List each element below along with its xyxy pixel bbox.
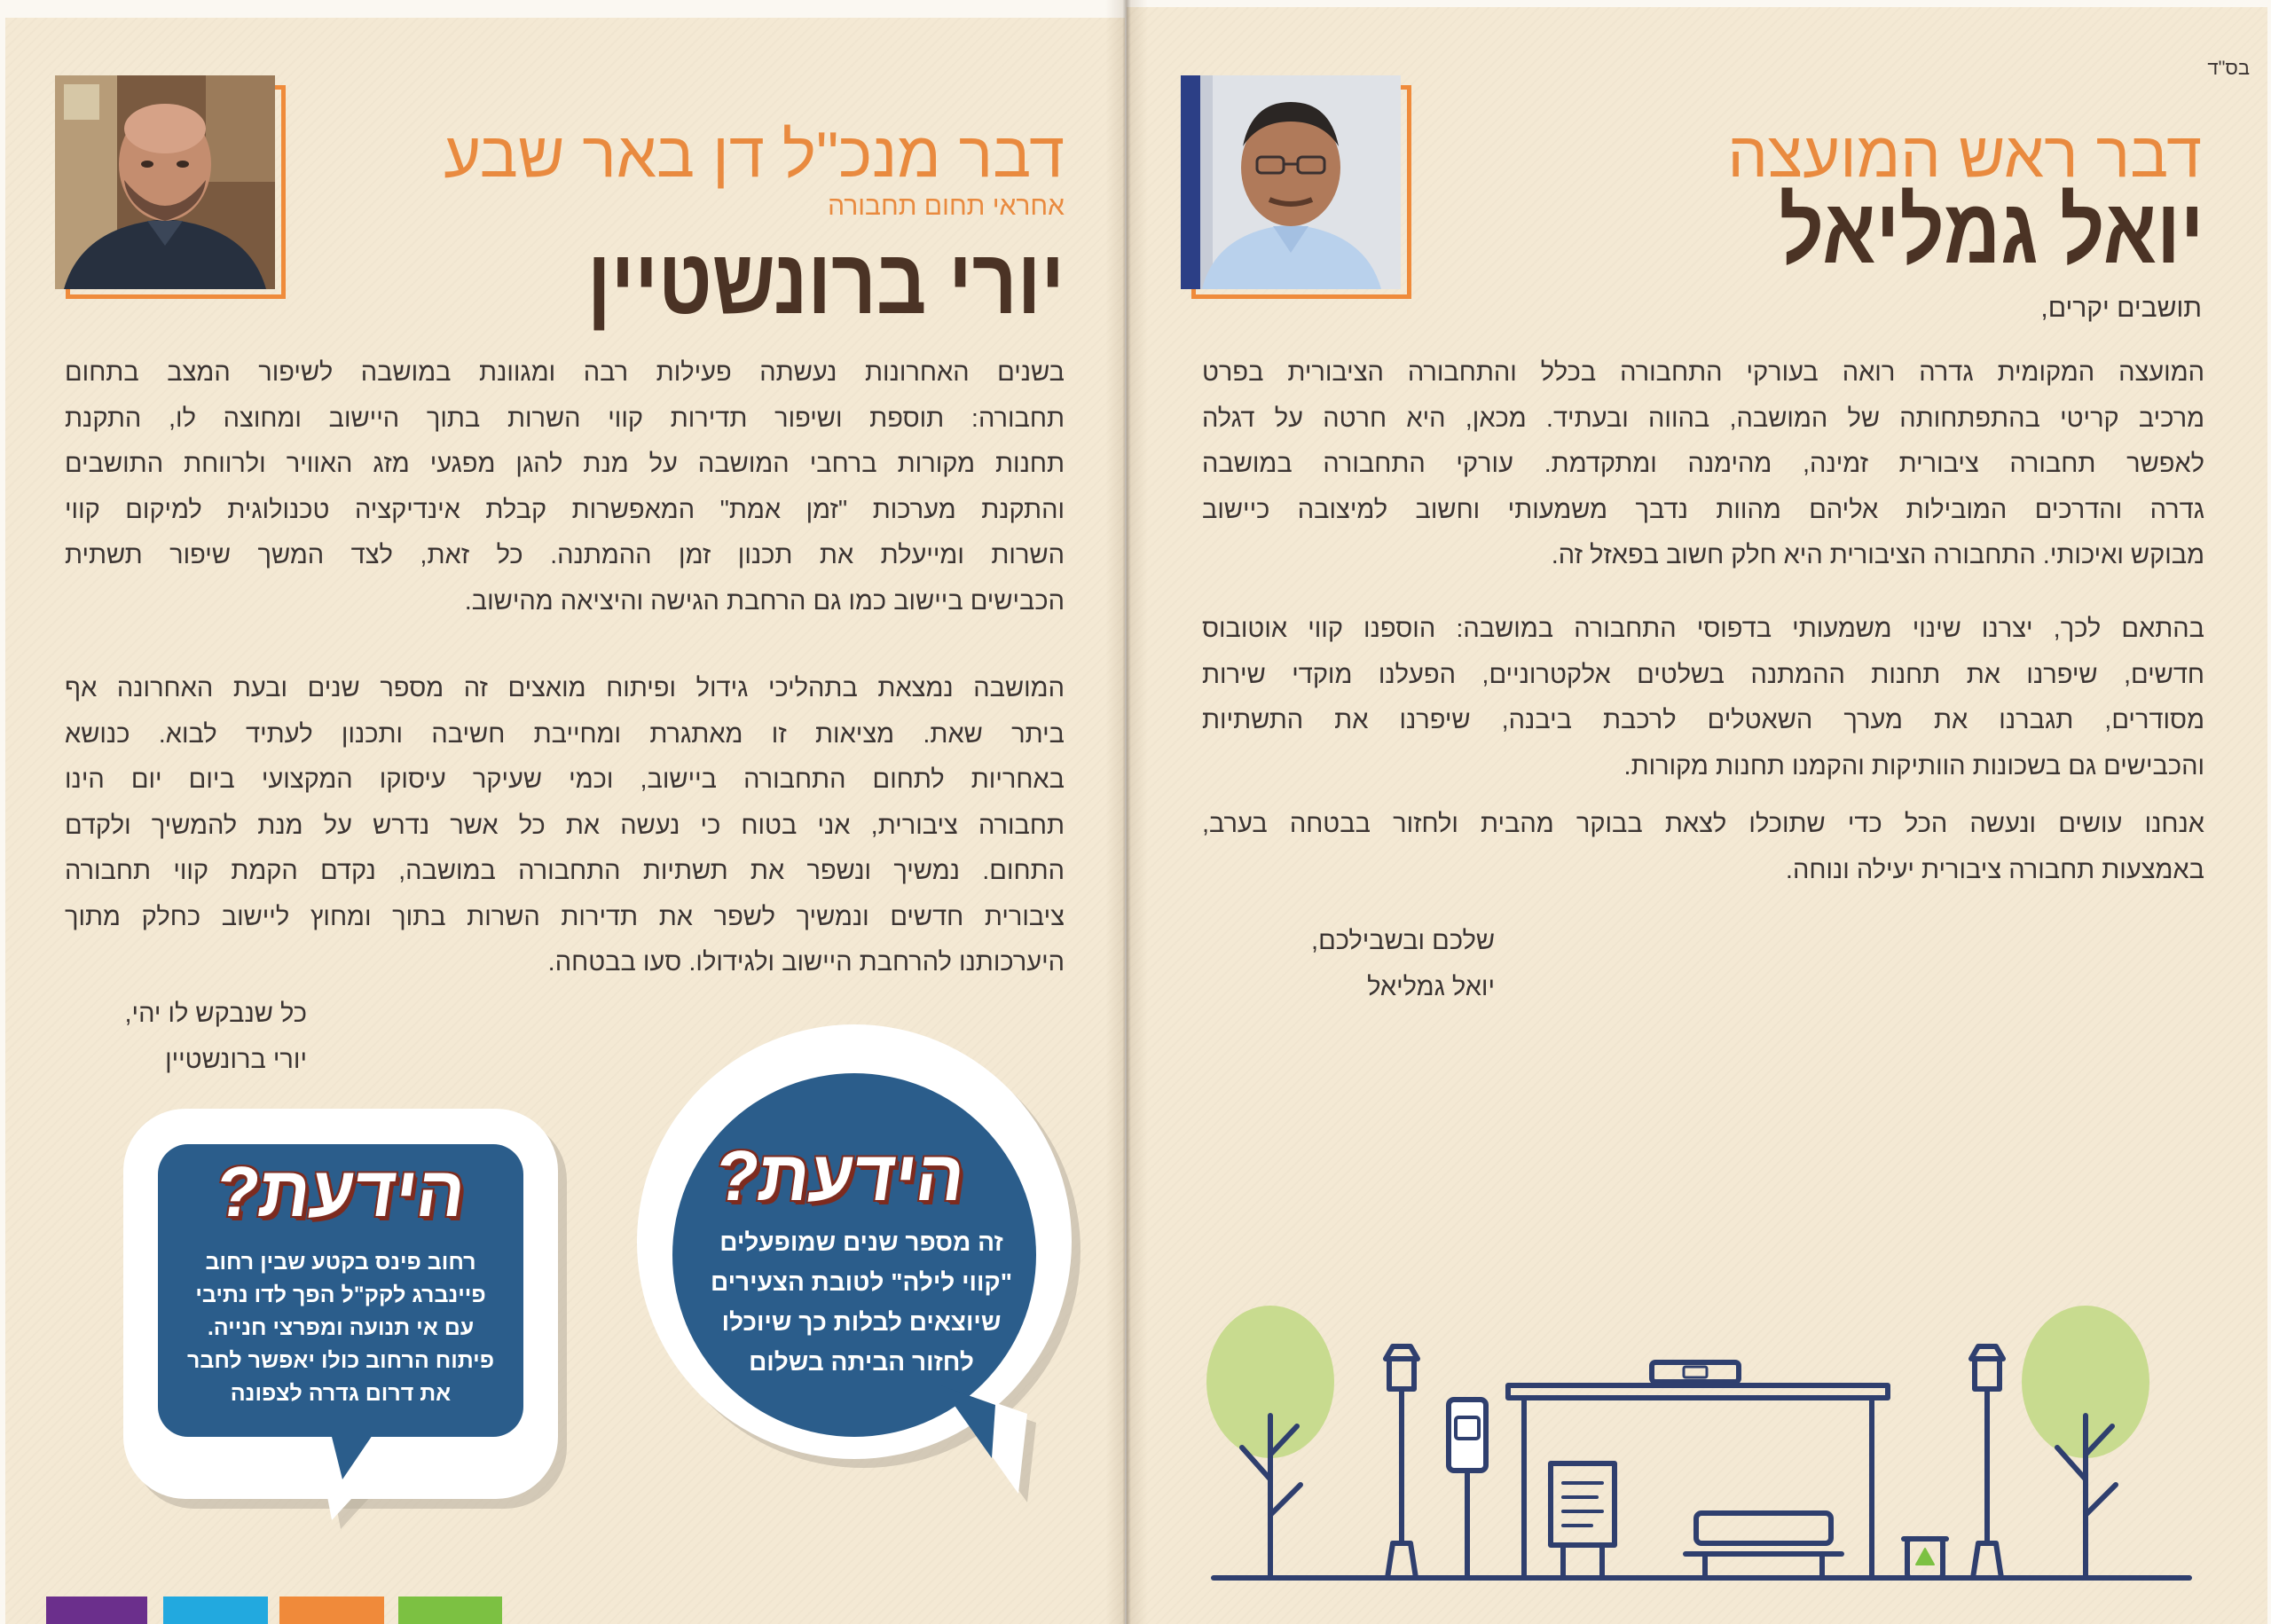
color-bar-purple <box>46 1597 147 1624</box>
text-line: בשנים האחרונות נעשתה פעילות רבה ומגוונת במושבה לשיפור המצב בתחום <box>65 358 1065 387</box>
bubble-line: פיינברג לקק"ל הפך לדו נתיבי <box>195 1283 486 1307</box>
signoff-line: שלכם ובשבילכם, <box>1311 927 1495 955</box>
bubble-line: "קווי לילה" לטובת הצעירים <box>710 1268 1013 1296</box>
signoff-line: כל שנבקש לו יהי, <box>124 1000 307 1028</box>
color-bar-cyan <box>163 1597 268 1624</box>
text-line: מסודרים, תגברנו את מערך השאטלים לרכבת ביבנה, שיפרנו את התשתיות <box>1202 706 2204 734</box>
left-signoff <box>125 991 308 1083</box>
left-paragraph-1 <box>65 350 1065 624</box>
tree-icon <box>2022 1306 2149 1578</box>
text-line: בהתאם לכך, יצרנו שינוי משמעותי בדפוסי התחבורה במושבה: הוספנו קווי אוטובוס <box>1202 615 2204 643</box>
bubble-line: לחזור הביתה בשלום <box>749 1348 974 1376</box>
text-line: תחבורה: תוספת ושיפור תדירות קווי השרות בתוך היישוב ומחוצה לו, התקנת <box>65 404 1065 433</box>
text-line: מרכיב קריטי בהתפתחותה של המושבה, בהווה ובעתיד. מכאן, היא חרטה על דגלה <box>1202 404 2204 433</box>
text-line: והכבישים גם בשכונות הוותיקות והקמנו תחנות מקורות. <box>1623 751 2204 781</box>
bubble-line: פיתוח הרחוב כולו יאפשר לחבר <box>186 1348 495 1373</box>
text-line: תחבורה ציבורית, אני בטוח כי נעשה את כל אשר נדרש על מנת להמשיך ולקדם <box>65 811 1065 840</box>
signoff-name: יואל גמליאל <box>1367 973 1495 1001</box>
text-line: באמצעות תחבורה ציבורית יעילה ונוחה. <box>1785 855 2204 884</box>
text-line: לאפשר תחבורה ציבורית זמינה, מהימנה ומתקדמת. עורקי התחבורה במושבה <box>1202 450 2204 478</box>
bubble-line: את דרום גדרה לצפונה <box>230 1381 452 1406</box>
right-paragraph-2 <box>1202 607 2204 789</box>
right-page-author-name: יואל גמליאל <box>1779 180 2204 283</box>
text-line: ביתר שאת. מציאות זו מאתגרת ומחייבת חשיבה ותכנון לעתיד לבוא. כנושא <box>65 719 1065 749</box>
did-you-know-title-left: הידעת? <box>210 1152 471 1231</box>
text-line: המושבה נמצאת בתהליכי גידול ופיתוח מואצים זה מספר שנים ובעת האחרונה אף <box>65 674 1065 702</box>
text-line: השרות ומייעלת את תכנון זמן ההמתנה. כל זאת, לצד המשך שיפור תשתית <box>65 541 1065 569</box>
bench-icon <box>1686 1513 1842 1578</box>
color-bar-green <box>398 1597 502 1624</box>
text-line: התחום. נמשיך ונשפר את תשתיות התחבורה במושבה, נקדם הקמת קווי תחבורה <box>65 857 1065 885</box>
did-you-know-text-left <box>163 1246 518 1410</box>
did-you-know-title-right: הידעת? <box>710 1136 970 1215</box>
bus-stop-illustration <box>1206 1306 2189 1578</box>
did-you-know-text-right <box>675 1222 1048 1382</box>
bubble-line: רחוב פינס בקטע שבין רחוב <box>205 1250 476 1275</box>
text-line: ציבורית חדשים ונמשיך לשפר את תדירות השרות בתוך ומחוץ ליישוב כחלק מתוך <box>65 902 1065 931</box>
trash-bin-icon <box>1904 1539 1946 1578</box>
left-page-title: דבר מנכ"ל דן באר שבע <box>444 120 1065 191</box>
color-bar-orange <box>279 1597 384 1624</box>
bus-shelter-icon <box>1508 1362 1888 1578</box>
text-line: אנחנו עושים ונעשה הכל כדי שתוכלו לצאת בבוקר מהבית ולחזור בבטחה בערב, <box>1202 810 2204 838</box>
left-page-subtitle: אחראי תחום תחבורה <box>828 192 1065 221</box>
left-paragraph-2 <box>65 666 1065 986</box>
bubble-line: זה מספר שנים שמופעלים <box>719 1228 1003 1256</box>
right-page-title: דבר ראש המועצה <box>1727 120 2202 191</box>
bubble-line: שיוצאים לבלות כך שיוכלו <box>721 1308 1002 1336</box>
right-paragraph-3 <box>1202 802 2204 893</box>
text-line: תחנות מקורות ברחבי המושבה על מנת להגן מפגעי מזג האוויר ולרווחת התושבים <box>65 450 1065 478</box>
text-line: מבוקש ואיכותי. התחבורה הציבורית היא חלק חשוב בפאזל זה. <box>1551 541 2204 569</box>
text-line: היערכותנו להרחבת היישוב ולגידולו. סעו בבטחה. <box>547 948 1065 977</box>
street-lamp-icon <box>1386 1346 1418 1578</box>
left-page-author-name: יורי ברונשטיין <box>586 231 1065 333</box>
text-line: באחריות לתחום התחבורה ביישוב, וכמי שעיקר עיסוקו המקצועי ביום יום הינו <box>65 765 1065 794</box>
text-line: הכבישים ביישוב כמו גם הרחבת הגישה והיציאה מהישוב. <box>464 586 1065 616</box>
portrait-photo-right <box>1181 75 1401 289</box>
text-line: גדרה והדרכים המובילות אליהם מהוות נדבך משמעותי וחשוב למיצובה כיישוב <box>1202 495 2204 524</box>
header-mark: בס"ד <box>2207 57 2250 79</box>
bubble-line: עם אי תנועה ומפרצי חנייה. <box>207 1315 475 1340</box>
text-line: והתקנת מערכות "זמן אמת" המאפשרות קבלת אינדיקציה טכנולוגית למיקום קווי <box>65 495 1065 524</box>
portrait-photo-left <box>55 75 275 289</box>
bus-stop-sign-icon <box>1449 1400 1486 1578</box>
tree-icon <box>1206 1306 1334 1578</box>
right-signoff <box>1311 918 1495 1010</box>
greeting: תושבים יקרים, <box>2040 294 2202 323</box>
text-line: המועצה המקומית גדרה רואה בעורקי התחבורה בכלל והתחבורה הציבורית בפרט <box>1202 358 2204 387</box>
text-line: חדשים, שיפרנו את תחנות ההמתנה בשלטים אלקטרוניים, הפעלנו מוקדי שירות <box>1202 660 2204 689</box>
right-paragraph-1 <box>1202 350 2204 579</box>
street-lamp-icon <box>1971 1346 2003 1578</box>
signoff-name: יורי ברונשטיין <box>165 1046 307 1074</box>
